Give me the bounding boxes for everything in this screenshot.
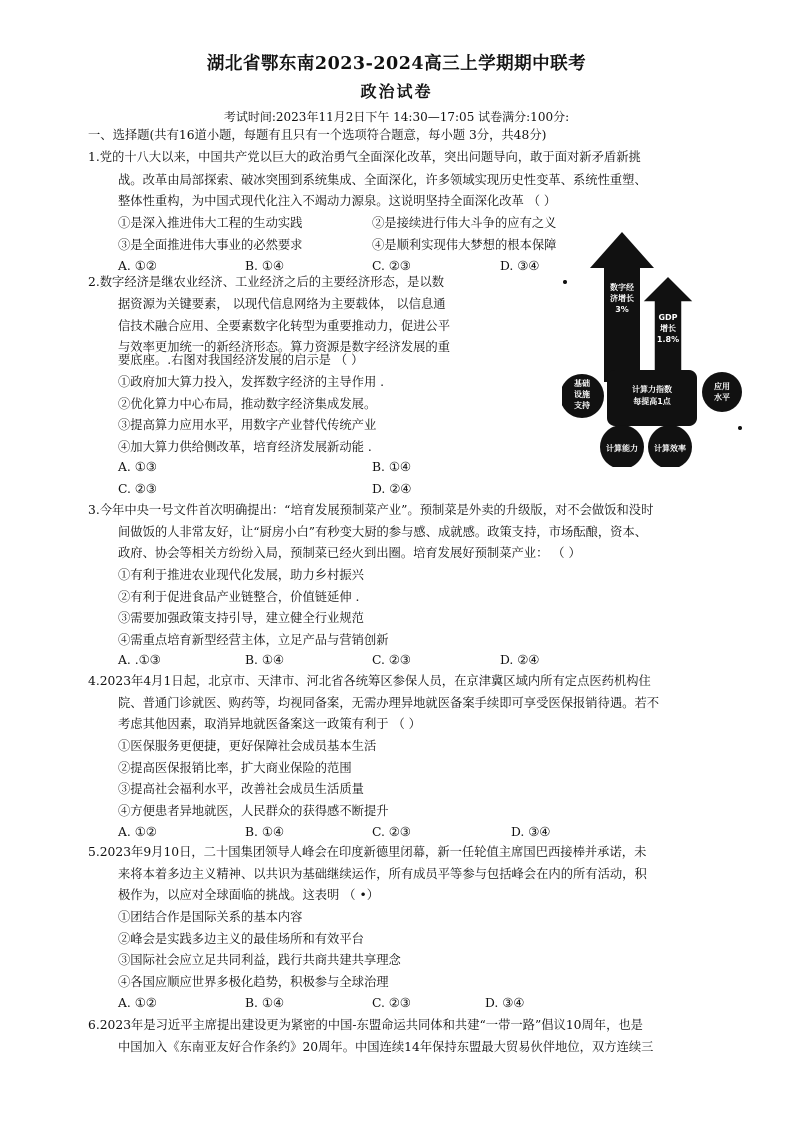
exam-info: 考试时间:2023年11月2日下午 14:30—17:05 试卷满分:100分: bbox=[223, 110, 570, 124]
statement-2: ②峰会是实践多边主义的最佳场所和有效平台 bbox=[118, 932, 364, 946]
statement-3: ③国际社会应立足共同利益，践行共商共建共享理念 bbox=[118, 953, 401, 967]
left-circle-label-2: 设施 bbox=[574, 390, 590, 399]
statement-4: ④方便患者异地就医，人民群众的获得感不断提升 bbox=[118, 804, 389, 818]
question-text-line: 5.2023年9月10日，二十国集团领导人峰会在印度新德里闭幕，新一任轮值主席国巴西接棒并承诺，未 bbox=[88, 845, 647, 859]
right-circle-shape bbox=[702, 372, 742, 412]
choice-d: D. ②④ bbox=[372, 482, 412, 496]
question-text-line: 2.数字经济是继农业经济、工业经济之后的主要经济形态，是以数 bbox=[88, 275, 445, 289]
statement-1: ①是深入推进伟大工程的生动实践 bbox=[118, 216, 303, 230]
question-text-line: 要底座。.右图对我国经济发展的启示是 （ ） bbox=[118, 353, 364, 367]
question-text-line: 考虑其他因素，取消异地就医备案这一政策有利于 （ ） bbox=[118, 717, 421, 731]
choice-a: A. ①② bbox=[118, 996, 157, 1010]
question-text-line: 院、普通门诊就医、购药等，均视同备案，无需办理异地就医备案手续即可享受医保报销待遇。若不 bbox=[118, 696, 660, 710]
question-text-line: 来将本着多边主义精神、以共识为基础继续运作，所有成员平等参与包括峰会在内的所有活动，积 bbox=[118, 867, 647, 881]
right-circle-label-2: 水平 bbox=[714, 393, 730, 402]
arrow-left-label-2: 济增长 bbox=[610, 294, 634, 303]
left-circle-label-1: 基础 bbox=[574, 379, 590, 388]
choice-a: A. ①② bbox=[118, 825, 157, 839]
statement-3: ③提高社会福利水平，改善社会成员生活质量 bbox=[118, 782, 364, 796]
question-text-line: 战。改革由局部探索、破冰突围到系统集成、全面深化，许多领域实现历史性变革、系统性重塑、 bbox=[118, 173, 647, 187]
choice-b: B. ①④ bbox=[245, 825, 284, 839]
choice-c: C. ②③ bbox=[372, 996, 411, 1010]
center-label-2: 每提高1点 bbox=[633, 397, 671, 406]
center-label-1: 计算力指数 bbox=[632, 385, 672, 394]
exam-subtitle: 政治试卷 bbox=[360, 82, 433, 101]
section-heading: 一、选择题(共有16道小题，每题有且只有一个选项符合题意，每小题 3分，共48分) bbox=[88, 128, 547, 142]
statement-2: ②是接续进行伟大斗争的应有之义 bbox=[372, 216, 557, 230]
computing-power-figure bbox=[562, 232, 742, 467]
question-text-line: 3.今年中央一号文件首次明确提出：“培育发展预制菜产业”。预制菜是外卖的升级版，对不会做饭和没时 bbox=[88, 503, 654, 517]
statement-2: ②有利于促进食品产业链整合，价值链延伸 . bbox=[118, 590, 360, 604]
arrow-left-label-1: 数字经 bbox=[610, 283, 634, 292]
choice-b: B. ①④ bbox=[372, 460, 411, 474]
question-text-line: 4.2023年4月1日起，北京市、天津市、河北省各统筹区参保人员，在京津冀区域内所有定点医药机构住 bbox=[88, 674, 651, 688]
statement-1: ①团结合作是国际关系的基本内容 bbox=[118, 910, 303, 924]
question-text-line: 间做饭的人非常友好，让“厨房小白”有秒变大厨的参与感、成就感。政策支持，市场酝酿，资本、 bbox=[118, 525, 648, 539]
statement-4: ④是顺利实现伟大梦想的根本保障 bbox=[372, 238, 557, 252]
question-text-line: 据资源为关键要素， 以现代信息网络为主要载体， 以信息通 bbox=[118, 297, 446, 311]
statement-1: ①有利于推进农业现代化发展，助力乡村振兴 bbox=[118, 568, 364, 582]
question-text-line: 6.2023年是习近平主席提出建设更为紧密的中国-东盟命运共同体和共建“一带一路”倡议10周年，也是 bbox=[88, 1018, 643, 1032]
choice-c: C. ②③ bbox=[372, 259, 411, 273]
statement-1: ①政府加大算力投入，发挥数字经济的主导作用 . bbox=[118, 375, 385, 389]
choice-b: B. ①④ bbox=[245, 996, 284, 1010]
choice-d: D. ③④ bbox=[485, 996, 525, 1010]
choice-c: C. ②③ bbox=[118, 482, 157, 496]
arrow-right-label-1: GDP bbox=[658, 313, 678, 322]
choice-a: A. .①③ bbox=[118, 653, 161, 667]
arrow-left-label-3: 3% bbox=[615, 305, 629, 314]
statement-2: ②优化算力中心布局，推动数字经济集成发展。 bbox=[118, 397, 377, 411]
decor-dot-icon bbox=[738, 426, 742, 430]
choice-b: B. ①④ bbox=[245, 259, 284, 273]
question-text-line: 1.党的十八大以来，中国共产党以巨大的政治勇气全面深化改革，突出问题导向，敢于面对新矛盾新挑 bbox=[88, 150, 641, 164]
question-text-line: 极作为，以应对全球面临的挑战。这表明 （ •） bbox=[118, 888, 380, 902]
statement-1: ①医保服务更便捷，更好保障社会成员基本生活 bbox=[118, 739, 377, 753]
decor-dot-icon bbox=[563, 280, 567, 284]
statement-3: ③是全面推进伟大事业的必然要求 bbox=[118, 238, 303, 252]
statement-3: ③提高算力应用水平，用数字产业替代传统产业 bbox=[118, 418, 377, 432]
choice-b: B. ①④ bbox=[245, 653, 284, 667]
choice-c: C. ②③ bbox=[372, 825, 411, 839]
right-circle-label-1: 应用 bbox=[714, 382, 730, 391]
choice-c: C. ②③ bbox=[372, 653, 411, 667]
question-text-line: 中国加入《东南亚友好合作条约》20周年。中国连续14年保持东盟最大贸易伙伴地位，双方连续三 bbox=[118, 1040, 654, 1054]
statement-4: ④各国应顺应世界多极化趋势，积极参与全球治理 bbox=[118, 975, 389, 989]
statement-2: ②提高医保报销比率，扩大商业保险的范围 bbox=[118, 761, 352, 775]
arrow-right-label-3: 1.8% bbox=[656, 335, 680, 344]
bottom-left-circle-label: 计算能力 bbox=[606, 444, 638, 453]
statement-4: ④需重点培育新型经营主体，立足产品与营销创新 bbox=[118, 633, 389, 647]
choice-d: D. ②④ bbox=[500, 653, 540, 667]
choice-d: D. ③④ bbox=[500, 259, 540, 273]
left-circle-label-3: 支持 bbox=[574, 401, 590, 410]
bottom-right-circle-label: 计算效率 bbox=[654, 444, 686, 453]
question-text-line: 整体性重构，为中国式现代化注入不竭动力源泉。这说明坚持全面深化改革 （ ） bbox=[118, 194, 557, 208]
choice-d: D. ③④ bbox=[511, 825, 551, 839]
statement-4: ④加大算力供给侧改革，培育经济发展新动能 . bbox=[118, 440, 372, 454]
question-text-line: 信技术融合应用、全要素数字化转型为重要推动力，促进公平 bbox=[118, 319, 451, 333]
question-text-line: 与效率更加统一的新经济形态。算力资源是数字经济发展的重 bbox=[118, 340, 451, 354]
choice-a: A. ①③ bbox=[118, 460, 157, 474]
choice-a: A. ①② bbox=[118, 259, 157, 273]
statement-3: ③需要加强政策支持引导，建立健全行业规范 bbox=[118, 611, 364, 625]
question-text-line: 政府、协会等相关方纷纷入局，预制菜已经火到出圈。培育发展好预制菜产业： （ ） bbox=[118, 546, 581, 560]
exam-title: 湖北省鄂东南2023-2024高三上学期期中联考 bbox=[206, 54, 587, 74]
arrow-right-label-2: 增长 bbox=[660, 324, 676, 333]
